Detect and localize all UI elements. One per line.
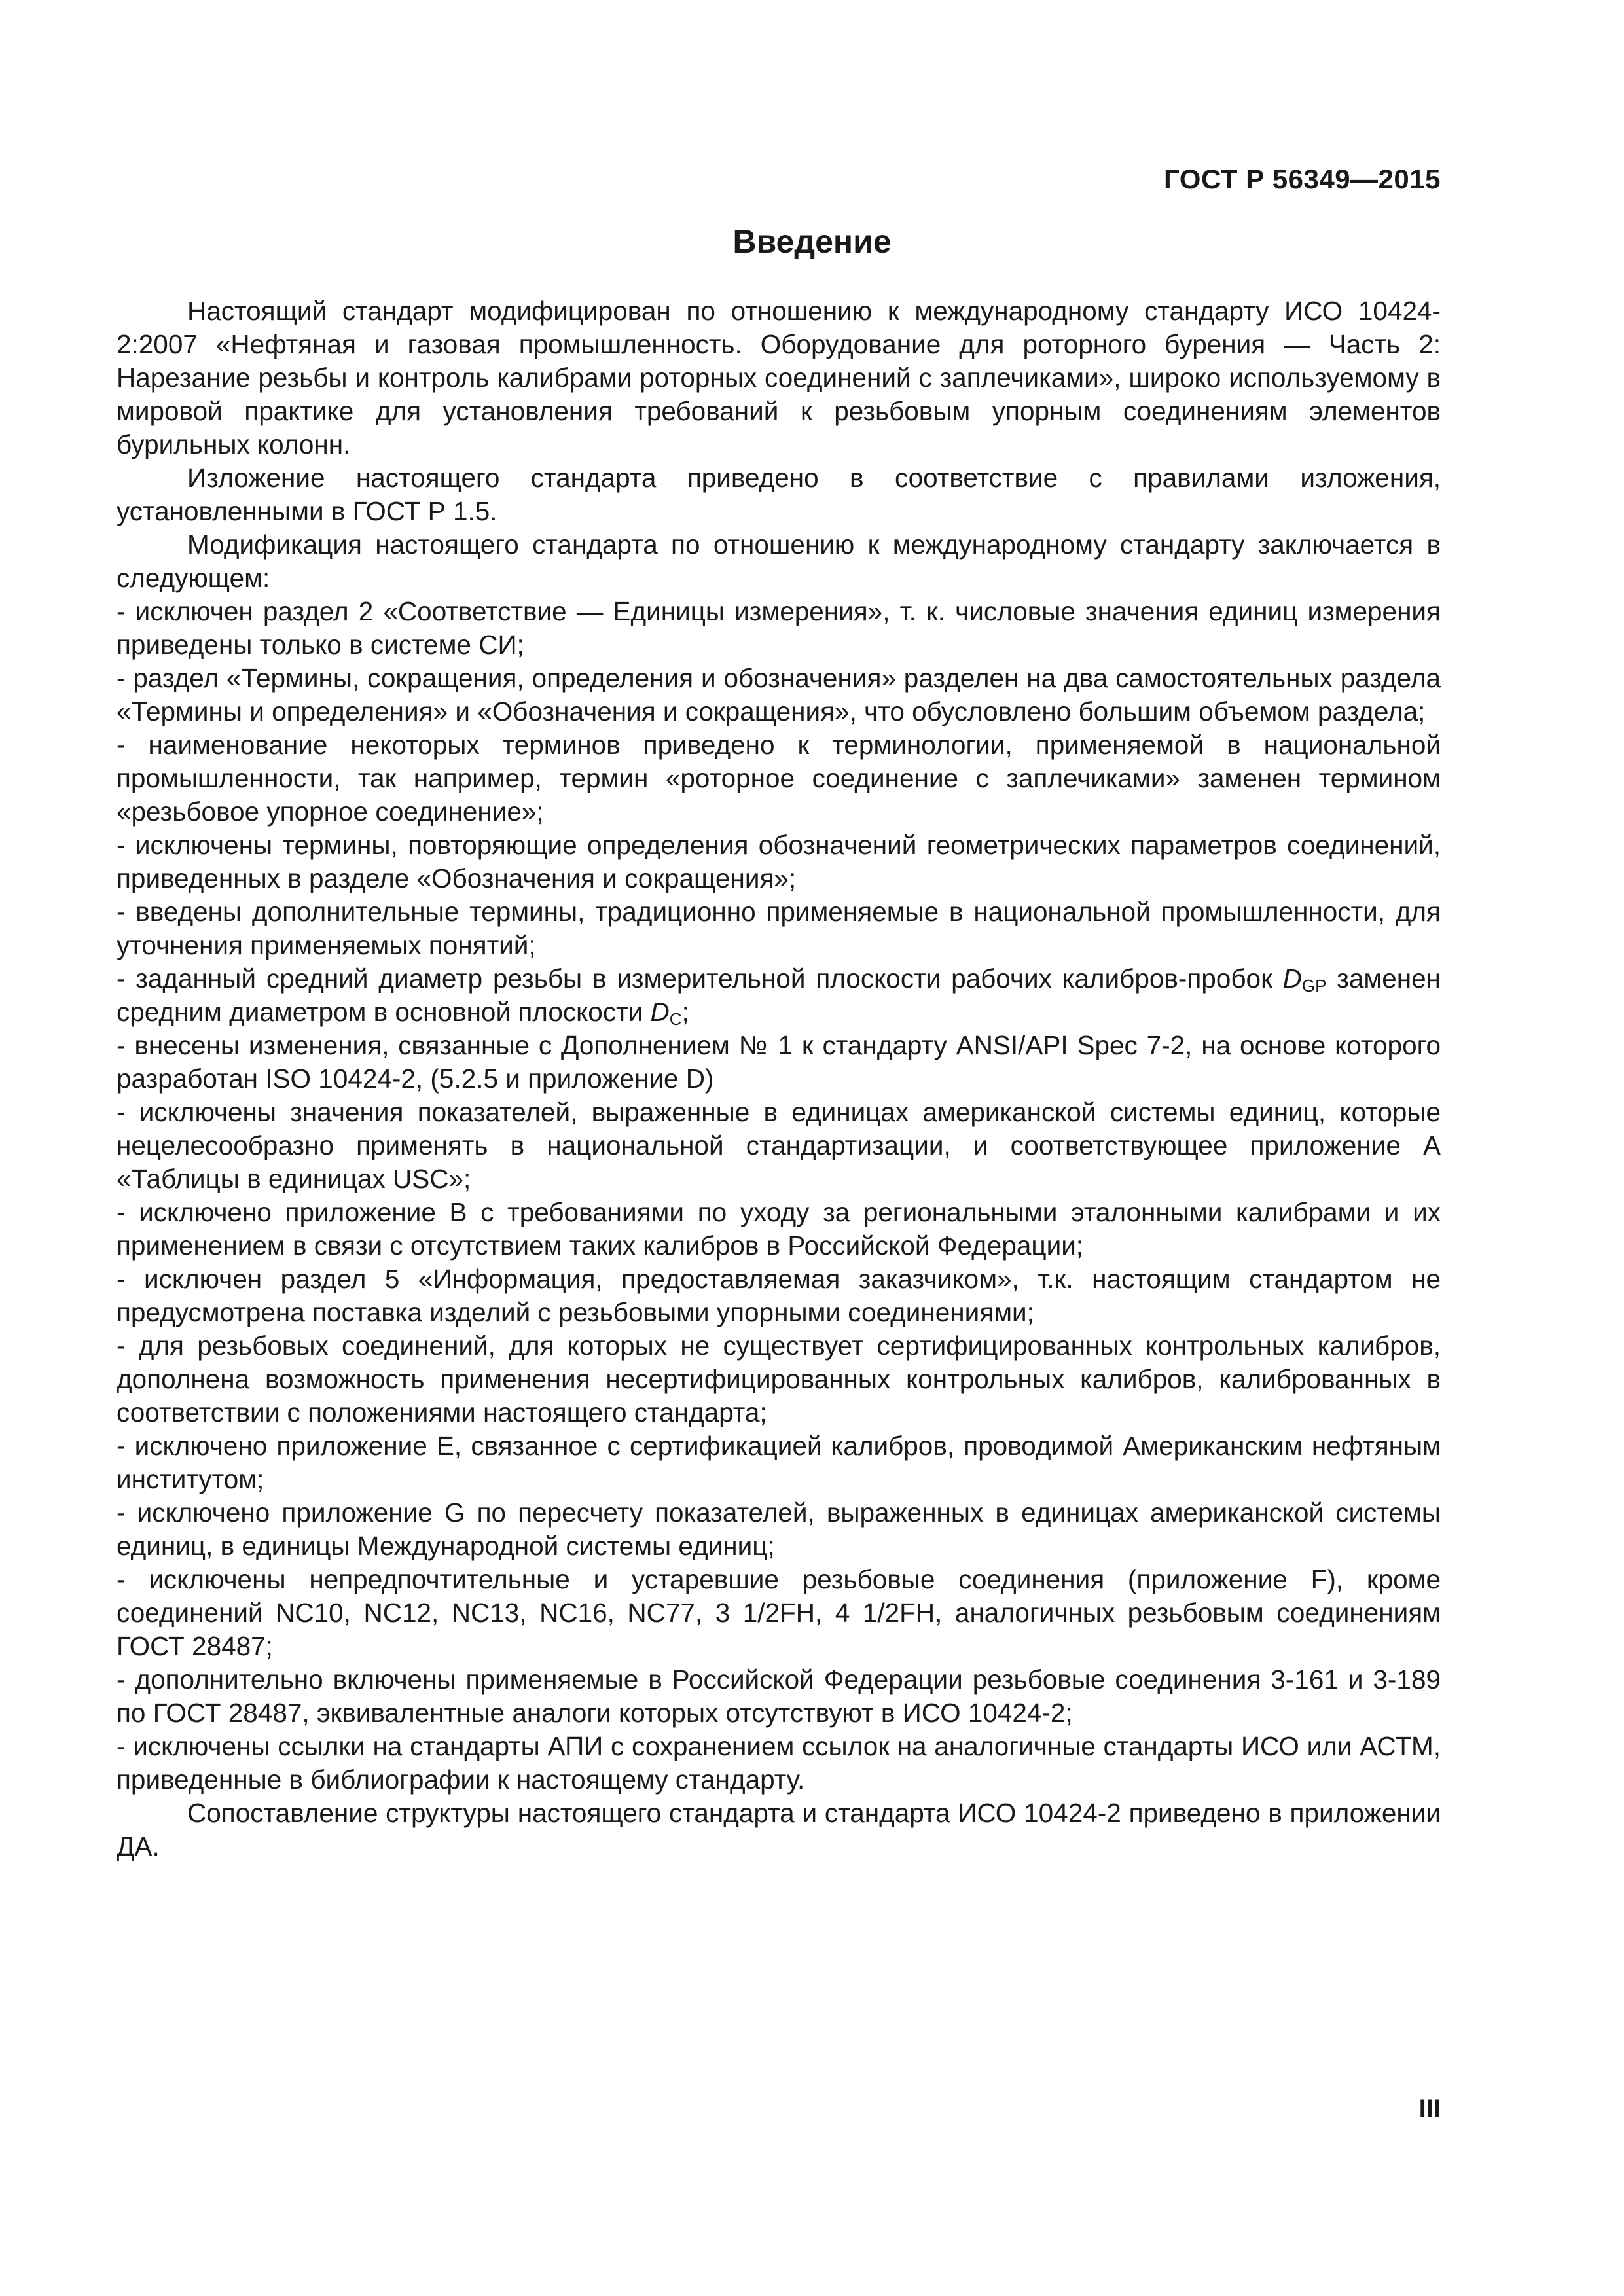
symbol-d-c: D [650, 997, 670, 1027]
list-item: - исключено приложение G по пересчету показателей, выраженных в единицах американской системы единиц, в единицы Международной системы единиц; [117, 1498, 1441, 1561]
paragraph-intro: Настоящий стандарт модифицирован по отношению к международному стандарту ИСО 10424-2:2007 «Нефтяная и газовая промышленность. Оборудование для роторного бурения — Часть 2: Нарезание резьбы и контроль калибрами роторных соединений с заплечиками», широко используемому в мировой практике для установления требований к резьбовым упорным соединениям элементов бурильных колонн. [117, 296, 1441, 459]
list-item: - внесены изменения, связанные с Дополнением № 1 к стандарту ANSI/API Spec 7-2, на основе которого разработан ISO 10424-2, (5.2.5 и приложение D) [117, 1030, 1441, 1094]
list-item: - для резьбовых соединений, для которых не существует сертифицированных контрольных калибров, дополнена возможность применения несертифицированных контрольных калибров, калиброванных в соответствии с положениями настоящего стандарта; [117, 1331, 1441, 1427]
item-text-after: ; [681, 997, 689, 1027]
list-item: - исключено приложение E, связанное с сертификацией калибров, проводимой Американским нефтяным институтом; [117, 1431, 1441, 1494]
document-code: ГОСТ Р 56349—2015 [1164, 164, 1441, 194]
paragraph-presentation: Изложение настоящего стандарта приведено в соответствие с правилами изложения, установленными в ГОСТ Р 1.5. [117, 463, 1441, 526]
list-item: - исключено приложение B с требованиями по уходу за региональными эталонными калибрами и их применением в связи с отсутствием таких калибров в Российской Федерации; [117, 1197, 1441, 1261]
item-text-before: - заданный средний диаметр резьбы в измерительной плоскости рабочих калибров-пробок [117, 963, 1283, 994]
item-text-middle: заменен средним диаметром в основной плоскости [117, 963, 1441, 1027]
list-item: - введены дополнительные термины, традиционно применяемые в национальной промышленности, для уточнения применяемых понятий; [117, 897, 1441, 960]
list-item: - исключен раздел 2 «Соответствие — Единицы измерения», т. к. числовые значения единиц измерения приведены только в системе СИ; [117, 596, 1441, 660]
list-item: - наименование некоторых терминов приведено к терминологии, применяемой в национальной промышленности, так например, термин «роторное соединение с заплечиками» заменен термином «резьбовое упорное соединение»; [117, 730, 1441, 827]
symbol-d-c-subscript: C [669, 1009, 682, 1029]
list-item: - исключены значения показателей, выраженные в единицах американской системы единиц, которые нецелесообразно применять в национальной стандартизации, и соответствующее приложение A «Таблицы в единицах USC»; [117, 1097, 1441, 1194]
list-item: - исключены непредпочтительные и устаревшие резьбовые соединения (приложение F), кроме соединений NC10, NC12, NC13, NC16, NC77, 3 1/2FH, 4 1/2FH, аналогичных резьбовым соединениям ГОСТ 28487; [117, 1564, 1441, 1661]
paragraph-closing: Сопоставление структуры настоящего стандарта и стандарта ИСО 10424-2 приведено в приложении ДА. [117, 1798, 1441, 1861]
document-body [117, 295, 1441, 1863]
list-item: - исключены термины, повторяющие определения обозначений геометрических параметров соединений, приведенных в разделе «Обозначения и сокращения»; [117, 830, 1441, 893]
symbol-d-gp: D [1282, 963, 1302, 994]
page-number: III [1418, 2094, 1441, 2123]
list-item: - исключены ссылки на стандарты АПИ с сохранением ссылок на аналогичные стандарты ИСО или АСТМ, приведенные в библиографии к настоящему стандарту. [117, 1731, 1441, 1795]
page-title: Введение [732, 223, 892, 260]
list-item: - раздел «Термины, сокращения, определения и обозначения» разделен на два самостоятельных раздела «Термины и определения» и «Обозначения и сокращения», что обусловлено большим объемом раздела; [117, 663, 1441, 726]
paragraph-modification: Модификация настоящего стандарта по отношению к международному стандарту заключается в следующем: [117, 529, 1441, 593]
symbol-d-gp-subscript: GP [1301, 976, 1327, 996]
list-item: - дополнительно включены применяемые в Российской Федерации резьбовые соединения 3-161 и 3-189 по ГОСТ 28487, эквивалентные аналоги которых отсутствуют в ИСО 10424-2; [117, 1664, 1441, 1728]
list-item-diameter [117, 962, 1441, 1029]
list-item: - исключен раздел 5 «Информация, предоставляемая заказчиком», т.к. настоящим стандартом не предусмотрена поставка изделий с резьбовыми упорными соединениями; [117, 1264, 1441, 1327]
